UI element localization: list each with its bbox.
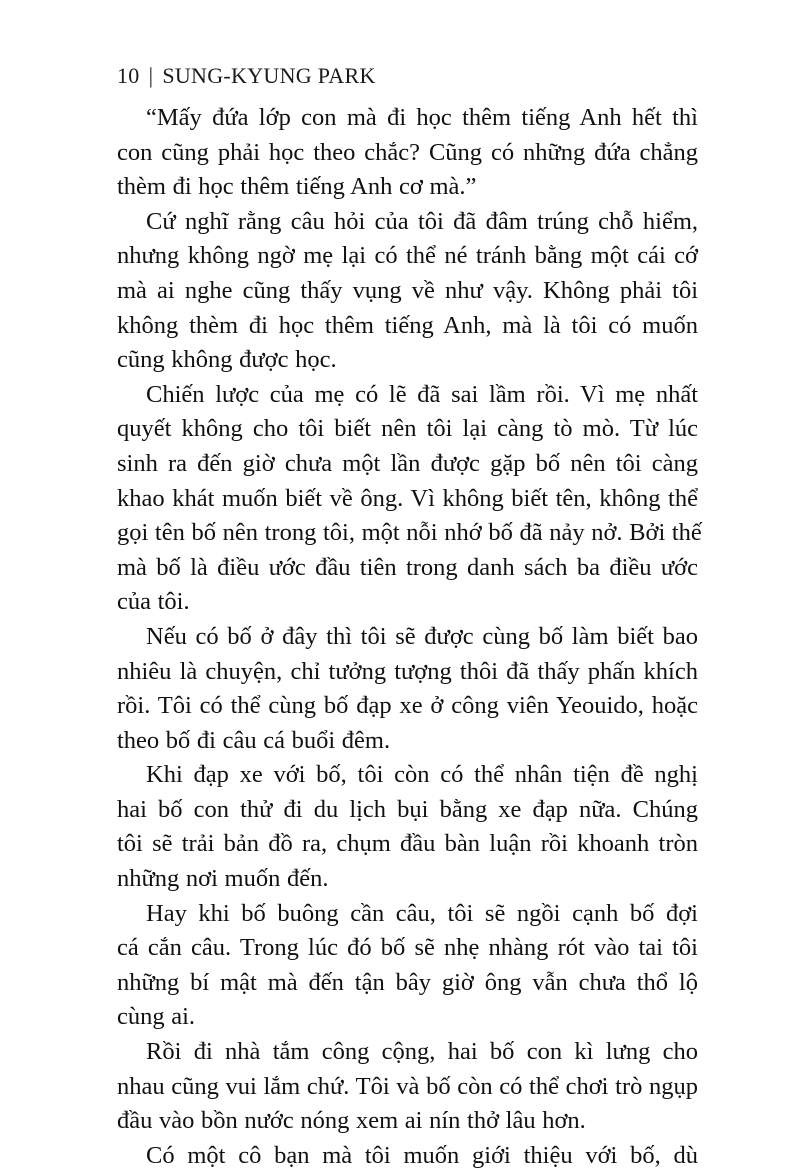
text-line: Hay khi bố buông cần câu, tôi sẽ ngồi cạnh bố đợi	[146, 899, 698, 927]
paragraph	[117, 897, 698, 1035]
text-line: cũng không được học.	[117, 346, 337, 374]
text-line: nhau cũng vui lắm chứ. Tôi và bố còn có thể chơi trò ngụp	[117, 1072, 698, 1100]
paragraph	[117, 378, 702, 620]
text-line: cá cắn câu. Trong lúc đó bố sẽ nhẹ nhàng rót vào tai tôi	[117, 934, 698, 962]
text-line: cùng ai.	[117, 1003, 196, 1031]
text-line: tôi sẽ trải bản đồ ra, chụm đầu bàn luận rồi khoanh tròn	[117, 830, 698, 858]
text-line: gọi tên bố nên trong tôi, một nỗi nhớ bố đã nảy nở. Bởi thế	[117, 519, 702, 547]
text-line: mà ai nghe cũng thấy vụng về như vậy. Không phải tôi	[117, 276, 698, 304]
text-line: theo bố đi câu cá buổi đêm.	[117, 726, 391, 754]
paragraph	[117, 205, 698, 378]
text-line: không thèm đi học thêm tiếng Anh, mà là tôi có muốn	[117, 311, 698, 339]
text-line: Khi đạp xe với bố, tôi còn có thể nhân tiện đề nghị	[146, 761, 698, 789]
body-text	[117, 101, 702, 1173]
text-line: Chiến lược của mẹ có lẽ đã sai lầm rồi. Vì mẹ nhất	[146, 380, 698, 408]
text-line: con cũng phải học theo chắc? Cũng có những đứa chẳng	[117, 138, 698, 166]
text-line: Rồi đi nhà tắm công cộng, hai bố con kì lưng cho	[146, 1038, 698, 1066]
paragraph	[117, 758, 698, 896]
text-line: những bí mật mà đến tận bây giờ ông vẫn chưa thổ lộ	[117, 968, 698, 996]
text-line: mà bố là điều ước đầu tiên trong danh sách ba điều ước	[117, 553, 698, 581]
text-line: những nơi muốn đến.	[117, 865, 329, 893]
text-line: đầu vào bồn nước nóng xem ai nín thở lâu hơn.	[117, 1107, 586, 1135]
running-header	[117, 62, 376, 90]
text-line: Cứ nghĩ rằng câu hỏi của tôi đã đâm trúng chỗ hiểm,	[146, 207, 698, 235]
paragraph	[117, 1035, 698, 1139]
text-line: hai bố con thử đi du lịch bụi bằng xe đạp nữa. Chúng	[117, 795, 698, 823]
text-line: quyết không cho tôi biết nên tôi lại càng tò mò. Từ lúc	[117, 415, 698, 443]
text-line: nhiêu là chuyện, chỉ tưởng tượng thôi đã thấy phấn khích	[117, 657, 698, 685]
text-line: sinh ra đến giờ chưa một lần được gặp bố nên tôi càng	[117, 449, 698, 477]
paragraph	[117, 620, 698, 758]
text-line: rồi. Tôi có thể cùng bố đạp xe ở công viên Yeouido, hoặc	[117, 692, 698, 720]
text-line: Nếu có bố ở đây thì tôi sẽ được cùng bố làm biết bao	[146, 622, 698, 650]
paragraph	[117, 101, 698, 205]
text-line: nhưng không ngờ mẹ lại có thể né tránh bằng một cái cớ	[117, 242, 698, 270]
text-line: khao khát muốn biết về ông. Vì không biết tên, không thể	[117, 484, 698, 512]
page-number: 10	[117, 63, 140, 88]
text-line: thèm đi học thêm tiếng Anh cơ mà.”	[117, 173, 477, 201]
paragraph	[117, 1139, 698, 1173]
text-line: Có một cô bạn mà tôi muốn giới thiệu với bố, dù	[146, 1141, 698, 1169]
header-separator: |	[148, 63, 154, 88]
text-line: của tôi.	[117, 588, 190, 616]
text-line: “Mấy đứa lớp con mà đi học thêm tiếng Anh hết thì	[146, 104, 698, 131]
author-name: SUNG-KYUNG PARK	[162, 63, 376, 88]
